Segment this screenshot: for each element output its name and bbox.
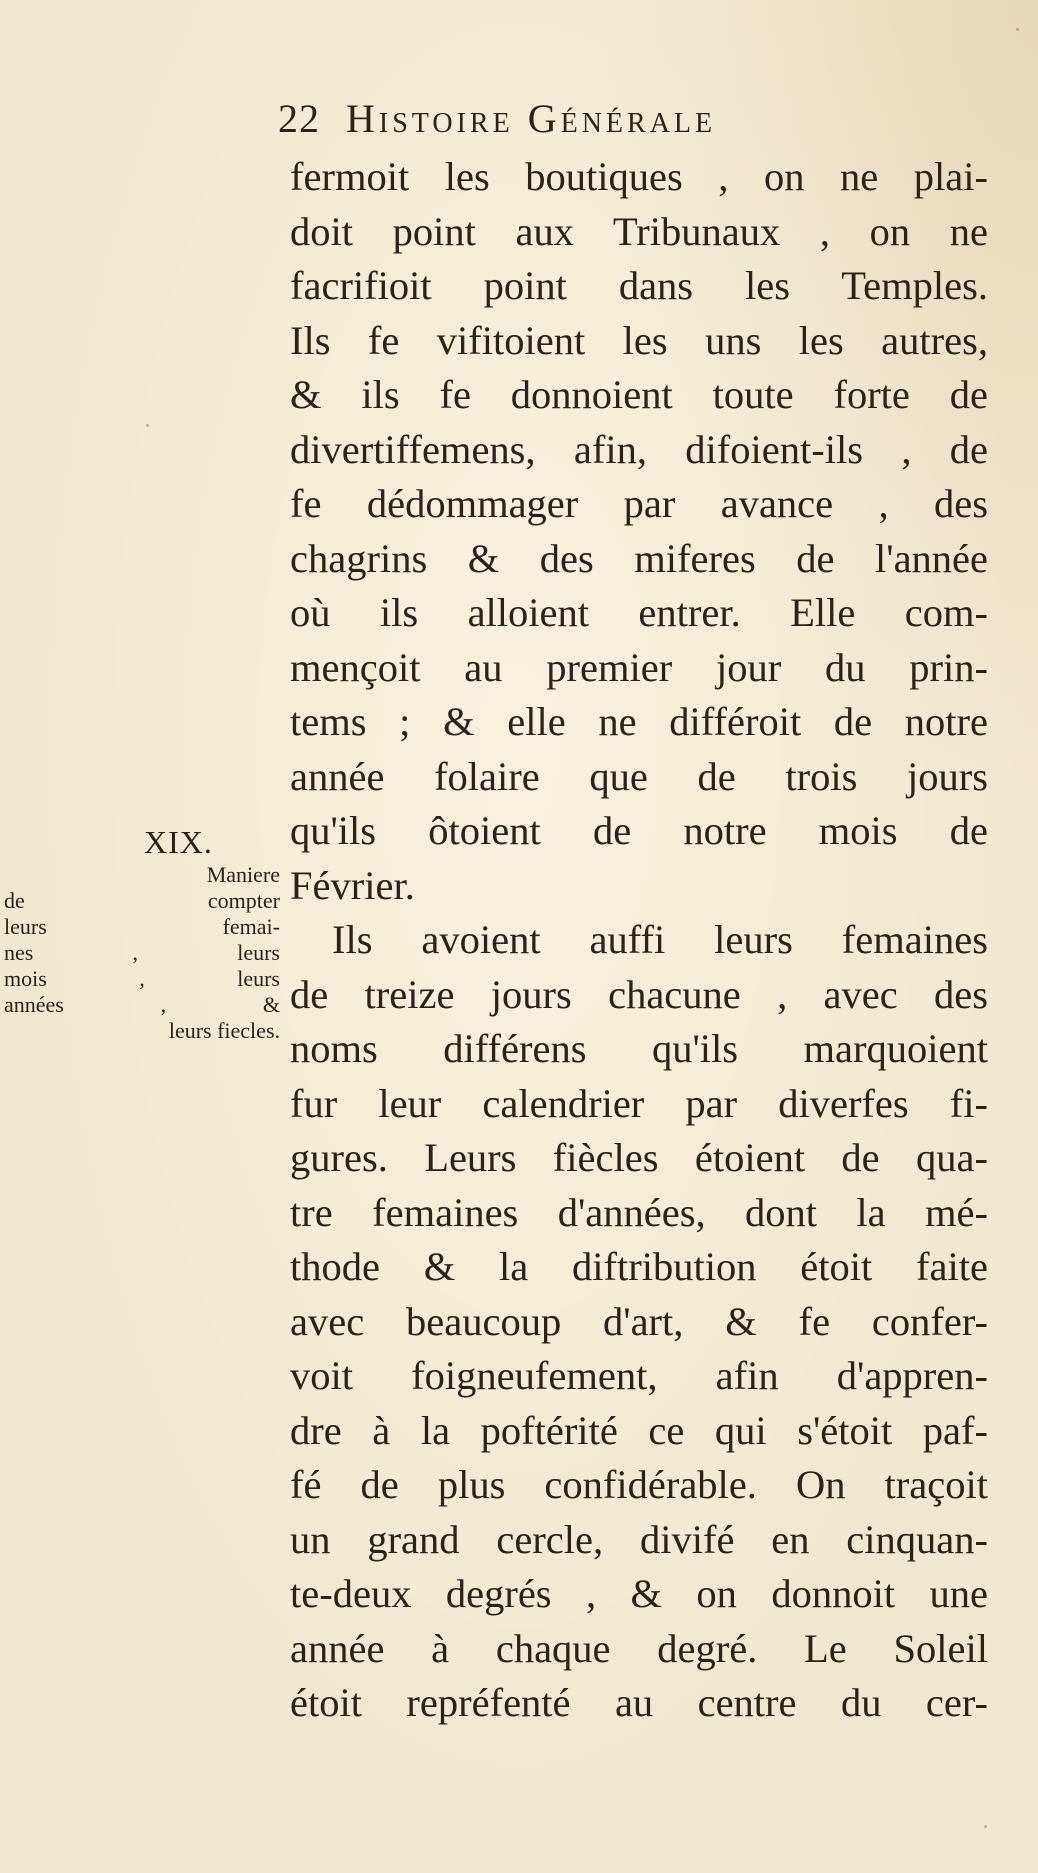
text-line: te-deux degrés , & on donnoit une — [290, 1571, 988, 1616]
margin-note-line: mois , leurs — [4, 966, 280, 991]
page-number: 22 — [278, 96, 320, 141]
text-line: étoit repréfenté au centre du cer- — [290, 1680, 988, 1725]
text-line: année folaire que de trois jours — [290, 753, 988, 799]
text-line: dre à la poftérité ce qui s'étoit paf- — [290, 1407, 988, 1453]
text-line: Février. — [290, 862, 415, 908]
text-line: qu'ils ôtoient de notre mois de — [290, 808, 988, 853]
text-line: fur leur calendrier par diverfes fi- — [290, 1080, 988, 1126]
running-title: Histoire Générale — [346, 96, 717, 141]
text-line: facrifioit point dans les Temples. — [290, 263, 988, 308]
margin-note-line: leurs femai- — [4, 914, 280, 939]
text-line: fermoit les boutiques , on ne plai- — [290, 154, 988, 199]
paper-speck — [146, 424, 149, 427]
text-line: avec beaucoup d'art, & fe confer- — [290, 1298, 988, 1344]
text-line: année à chaque degré. Le Soleil — [290, 1625, 988, 1671]
text-line: mençoit au premier jour du prin- — [290, 644, 988, 690]
text-line: gures. Leurs fiècles étoient de qua- — [290, 1135, 988, 1180]
text-line: tems ; & elle ne différoit de notre — [290, 699, 988, 744]
text-line: où ils alloient entrer. Elle com- — [290, 590, 988, 635]
text-line: tre femaines d'années, dont la mé- — [290, 1189, 988, 1235]
margin-note-line: de compter — [4, 888, 280, 913]
paper-speck — [1016, 28, 1019, 31]
section-number: XIX. — [144, 824, 213, 860]
text-line: & ils fe donnoient toute forte de — [290, 372, 988, 417]
margin-note-line: années , & — [4, 992, 280, 1017]
margin-note-text — [4, 862, 280, 1044]
paragraph-start-line: Ils avoient auffi leurs femaines — [332, 917, 988, 962]
body-text — [290, 150, 988, 1731]
text-line: fe dédommager par avance , des — [290, 481, 988, 526]
margin-note-line: nes , leurs — [4, 940, 280, 965]
text-line: de treize jours chacune , avec des — [290, 971, 988, 1017]
text-line: noms différens qu'ils marquoient — [290, 1026, 988, 1071]
text-line: doit point aux Tribunaux , on ne — [290, 208, 988, 254]
text-line: fé de plus confidérable. On traçoit — [290, 1462, 988, 1507]
text-line: voit foigneufement, afin d'appren- — [290, 1353, 988, 1398]
text-line: Ils fe vifitoient les uns les autres, — [290, 317, 988, 363]
text-line: un grand cercle, divifé en cinquan- — [290, 1516, 988, 1562]
text-line: thode & la diftribution étoit faite — [290, 1244, 988, 1289]
running-header — [278, 92, 958, 146]
margin-note-line: leurs fiecles. — [168, 1018, 280, 1043]
margin-note-line: Maniere — [206, 862, 280, 887]
paper-speck — [984, 1825, 987, 1828]
text-line: divertiffemens, afin, difoient-ils , de — [290, 426, 988, 472]
text-line: chagrins & des miferes de l'année — [290, 535, 988, 581]
